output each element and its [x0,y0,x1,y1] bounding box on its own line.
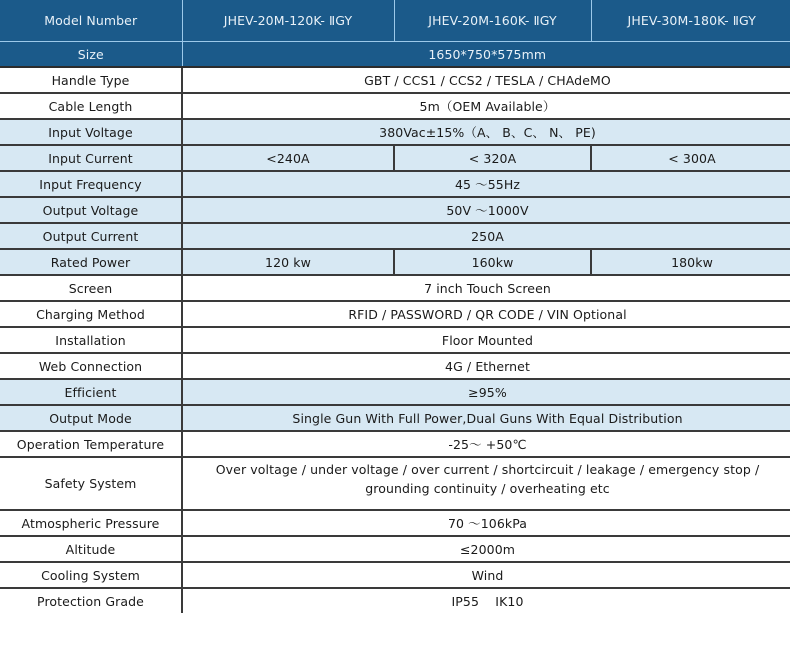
row-label: Efficient [0,379,182,405]
row-label: Safety System [0,457,182,510]
table-row [0,457,790,510]
row-label: Altitude [0,536,182,562]
row-label: Input Voltage [0,119,182,145]
table-row [0,249,790,275]
header-row [0,0,790,42]
row-value: ≤2000m [182,536,790,562]
table-row [0,301,790,327]
row-value: ≥95% [182,379,790,405]
row-value: RFID / PASSWORD / QR CODE / VIN Optional [182,301,790,327]
row-label: Operation Temperature [0,431,182,457]
model-1: JHEV-20M-120K- ⅡGY [182,0,394,42]
table-row [0,145,790,171]
table-row [0,197,790,223]
table-row [0,275,790,301]
row-value: Floor Mounted [182,327,790,353]
table-row [0,223,790,249]
model-3: JHEV-30M-180K- ⅡGY [591,0,790,42]
size-label: Size [0,42,182,68]
size-row [0,42,790,68]
table-row [0,353,790,379]
row-value: 380Vac±15%（A、 B、C、 N、 PE) [182,119,790,145]
row-value-model-3: < 300A [591,145,790,171]
table-row [0,67,790,93]
row-label: Cable Length [0,93,182,119]
row-label: Cooling System [0,562,182,588]
table-row [0,536,790,562]
row-label: Screen [0,275,182,301]
row-value: 70 ～106kPa [182,510,790,536]
table-row [0,588,790,613]
table-row [0,431,790,457]
row-label: Output Current [0,223,182,249]
row-value-model-2: < 320A [394,145,591,171]
row-value: 250A [182,223,790,249]
model-number-label: Model Number [0,0,182,42]
row-value: 50V ～1000V [182,197,790,223]
row-label: Protection Grade [0,588,182,613]
table-row [0,405,790,431]
row-label: Web Connection [0,353,182,379]
table-row [0,119,790,145]
row-value: IP55 IK10 [182,588,790,613]
row-value: Wind [182,562,790,588]
row-value: GBT / CCS1 / CCS2 / TESLA / CHAdeMO [182,67,790,93]
row-value-model-2: 160kw [394,249,591,275]
row-value-model-3: 180kw [591,249,790,275]
size-value: 1650*750*575mm [182,42,790,68]
row-value-model-1: 120 kw [182,249,394,275]
row-label: Input Frequency [0,171,182,197]
row-label: Output Mode [0,405,182,431]
table-row [0,562,790,588]
row-label: Atmospheric Pressure [0,510,182,536]
table-row [0,327,790,353]
model-2: JHEV-20M-160K- ⅡGY [394,0,591,42]
row-label: Input Current [0,145,182,171]
row-value: 7 inch Touch Screen [182,275,790,301]
row-value: 5m（OEM Available） [182,93,790,119]
row-label: Handle Type [0,67,182,93]
row-value: -25～ +50℃ [182,431,790,457]
table-row [0,510,790,536]
row-value: Single Gun With Full Power,Dual Guns With Equal Distribution [182,405,790,431]
table-row [0,93,790,119]
row-value-model-1: <240A [182,145,394,171]
row-value: 45 ～55Hz [182,171,790,197]
table-row [0,379,790,405]
table-row [0,171,790,197]
row-label: Output Voltage [0,197,182,223]
row-value: Over voltage / under voltage / over current / shortcircuit / leakage / emergency stop / grounding continuity / overheating etc [182,457,790,510]
row-label: Rated Power [0,249,182,275]
row-label: Charging Method [0,301,182,327]
row-value: 4G / Ethernet [182,353,790,379]
row-label: Installation [0,327,182,353]
